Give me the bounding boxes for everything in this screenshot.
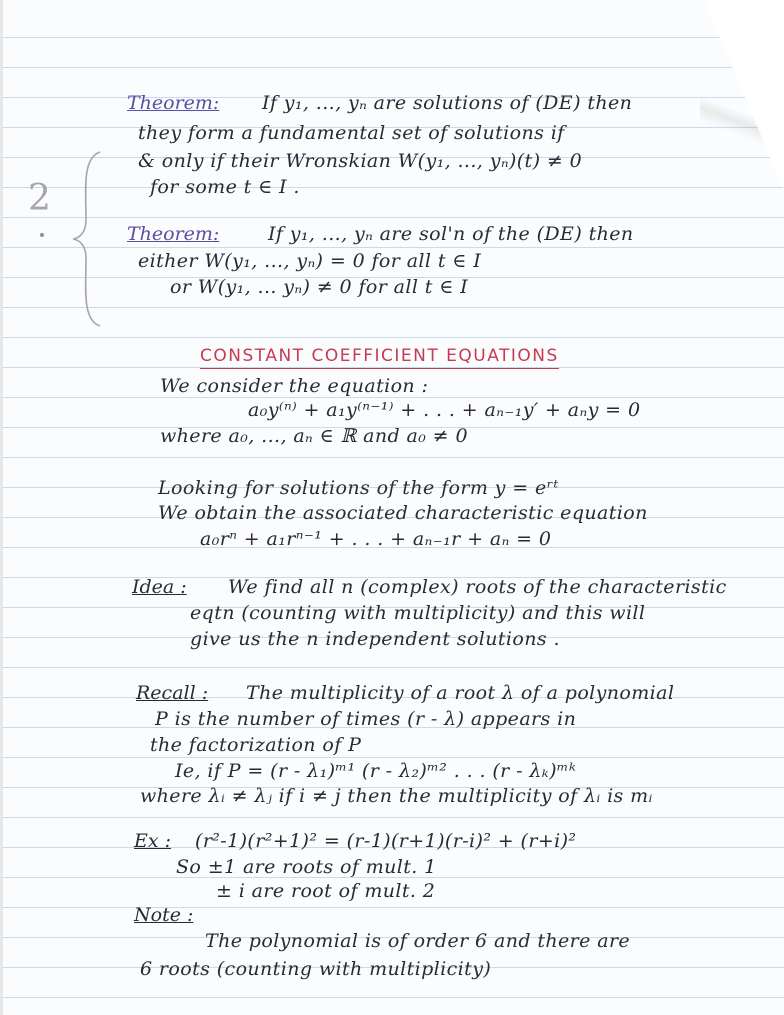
theorem2-line-3: or W(y₁, ... yₙ) ≠ 0 for all t ∈ I [170,276,469,298]
example-equation: (r²-1)(r²+1)² = (r-1)(r+1)(r-i)² + (r+i)² [195,830,577,852]
example-line-2: ± i are root of mult. 2 [216,880,436,902]
theorem1-line-3: & only if their Wronskian W(y₁, ..., yₙ)(t) ≠ 0 [138,150,583,172]
example-label: Ex : [134,830,172,852]
note-line-2: 6 roots (counting with multiplicity) [140,958,492,980]
recall-line-2: P is the number of times (r - λ) appears in [155,708,577,730]
theorem1-line-4: for some t ∈ I . [150,176,300,198]
note-line-1: The polynomial is of order 6 and there are [205,930,631,952]
theorem1-line-2: they form a fundamental set of solutions if [138,122,565,144]
section-char-equation: a₀rⁿ + a₁rⁿ⁻¹ + . . . + aₙ₋₁r + aₙ = 0 [200,528,552,550]
margin-curly-brace [70,150,104,328]
recall-line-1: The multiplicity of a root λ of a polynomial [246,682,675,704]
idea-label: Idea : [132,576,187,598]
margin-dot [40,233,44,237]
section-obtain: We obtain the associated characteristic equation [158,502,648,524]
section-title: CONSTANT COEFFICIENT EQUATIONS [200,346,559,369]
recall-line-3: the factorization of P [150,734,362,756]
recall-label: Recall : [136,682,209,704]
example-line-1: So ±1 are roots of mult. 1 [176,856,437,878]
page-corner-fold [704,0,784,190]
theorem2-label: Theorem: [127,223,220,245]
note-label: Note : [134,904,194,926]
recall-line-4: Ie, if P = (r - λ₁)ᵐ¹ (r - λ₂)ᵐ² . . . (r - λₖ)ᵐᵏ [175,760,577,782]
theorem1-label: Theorem: [127,92,220,114]
section-intro: We consider the equation : [160,375,429,397]
idea-line-1: We find all n (complex) roots of the characteristic [228,576,727,598]
section-looking: Looking for solutions of the form y = eʳᵗ [158,477,559,499]
recall-line-5: where λᵢ ≠ λⱼ if i ≠ j then the multiplicity of λᵢ is mᵢ [140,785,653,807]
idea-line-3: give us the n independent solutions . [190,628,560,650]
margin-section-number: 2 [28,178,51,219]
section-where: where a₀, ..., aₙ ∈ ℝ and a₀ ≠ 0 [160,425,468,447]
section-equation: a₀y⁽ⁿ⁾ + a₁y⁽ⁿ⁻¹⁾ + . . . + aₙ₋₁y′ + aₙy = 0 [248,399,641,421]
theorem2-line-1: If y₁, ..., yₙ are sol'n of the (DE) then [268,223,634,245]
idea-line-2: eqtn (counting with multiplicity) and this will [190,602,646,624]
theorem2-line-2: either W(y₁, ..., yₙ) = 0 for all t ∈ I [138,250,482,272]
page-edge [0,0,3,1015]
theorem1-line-1: If y₁, ..., yₙ are solutions of (DE) then [262,92,633,114]
